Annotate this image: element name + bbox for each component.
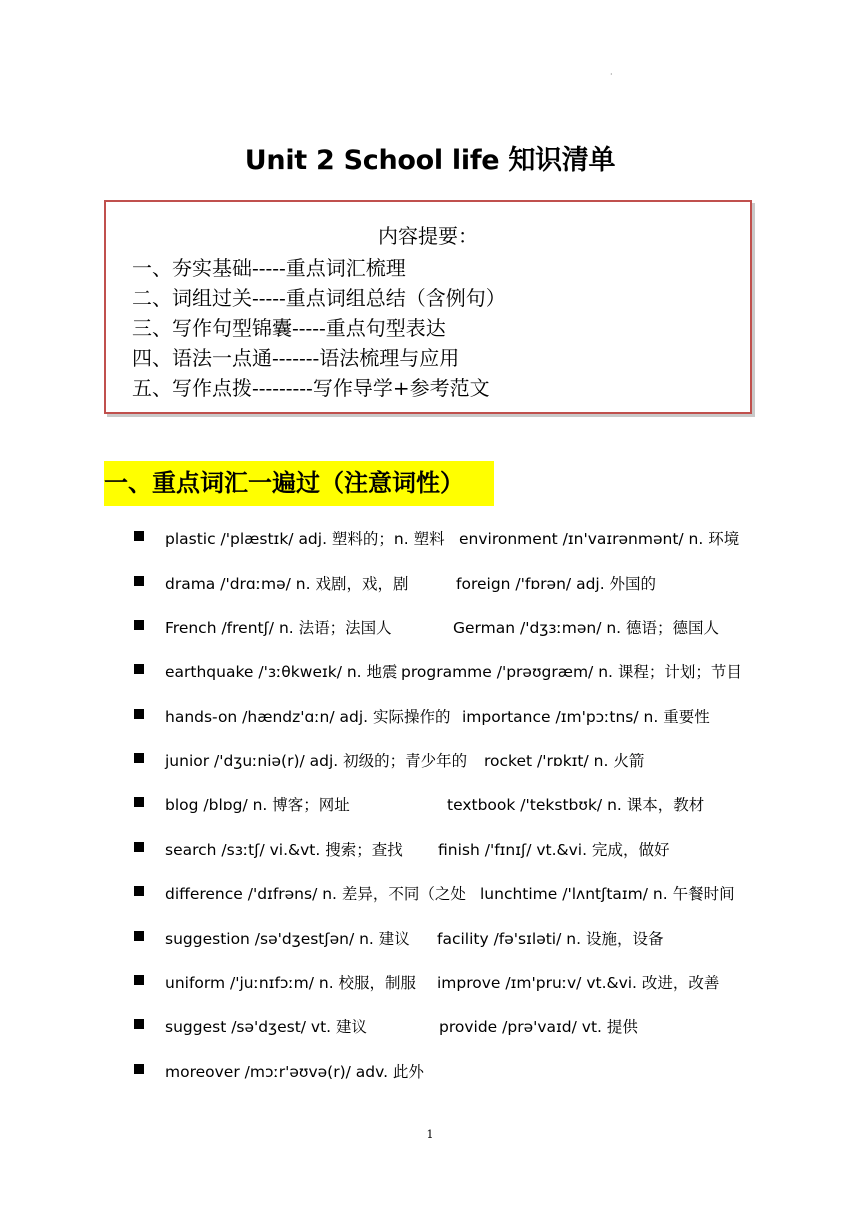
vocab-entry: lunchtime /'lʌntʃtaɪm/ n. 午餐时间 (480, 885, 735, 903)
vocab-entry: plastic /'plæstɪk/ adj. 塑料的；n. 塑料 (165, 530, 445, 548)
summary-line: 五、写作点拨---------写作导学+参考范文 (132, 376, 490, 400)
vocab-entry: foreign /'fɒrən/ adj. 外国的 (456, 575, 657, 593)
vocab-entry: junior /'dʒuːniə(r)/ adj. 初级的；青少年的 (165, 752, 468, 770)
vocab-entry: provide /prə'vaɪd/ vt. 提供 (439, 1018, 638, 1036)
square-bullet-icon (134, 842, 144, 852)
summary-line: 三、写作句型锦囊-----重点句型表达 (132, 316, 446, 340)
summary-line: 一、夯实基础-----重点词汇梳理 (132, 256, 406, 280)
vocab-entry: finish /'fɪnɪʃ/ vt.&vi. 完成，做好 (438, 841, 670, 859)
section-header: 一、重点词汇一遍过（注意词性） (104, 461, 494, 506)
vocab-entry: suggestion /sə'dʒestʃən/ n. 建议 (165, 930, 410, 948)
vocab-entry: difference /'dɪfrəns/ n. 差异，不同（之处 (165, 885, 466, 903)
square-bullet-icon (134, 576, 144, 586)
vocab-entry: search /sɜːtʃ/ vi.&vt. 搜索；查找 (165, 841, 403, 859)
square-bullet-icon (134, 1064, 144, 1074)
vocab-entry: programme /'prəʊgræm/ n. 课程；计划；节目 (401, 663, 742, 681)
vocab-entry: improve /ɪm'pruːv/ vt.&vi. 改进，改善 (437, 974, 720, 992)
square-bullet-icon (134, 531, 144, 541)
vocab-entry: facility /fə'sɪləti/ n. 设施，设备 (437, 930, 664, 948)
vocab-entry: German /'dʒɜːmən/ n. 德语；德国人 (453, 619, 720, 637)
summary-line: 四、语法一点通-------语法梳理与应用 (132, 346, 460, 370)
summary-heading: 内容提要： (378, 224, 478, 248)
vocab-entry: hands-on /hændz'ɑːn/ adj. 实际操作的 (165, 708, 451, 726)
square-bullet-icon (134, 931, 144, 941)
square-bullet-icon (134, 797, 144, 807)
vocab-entry: moreover /mɔːr'əʊvə(r)/ adv. 此外 (165, 1063, 424, 1081)
vocab-entry: environment /ɪn'vaɪrənmənt/ n. 环境 (459, 530, 740, 548)
square-bullet-icon (134, 620, 144, 630)
square-bullet-icon (134, 886, 144, 896)
square-bullet-icon (134, 975, 144, 985)
summary-box (104, 200, 752, 414)
vocab-entry: French /frentʃ/ n. 法语；法国人 (165, 619, 392, 637)
page-number: 1 (426, 1128, 434, 1141)
vocab-entry: earthquake /'ɜːθkweɪk/ n. 地震 (165, 663, 398, 681)
vocab-entry: suggest /sə'dʒest/ vt. 建议 (165, 1018, 368, 1036)
vocab-entry: importance /ɪm'pɔːtns/ n. 重要性 (462, 708, 710, 726)
vocab-entry: blog /blɒg/ n. 博客；网址 (165, 796, 350, 814)
vocab-entry: drama /'drɑːmə/ n. 戏剧，戏，剧 (165, 575, 409, 593)
corner-mark: · (610, 70, 613, 79)
vocab-entry: uniform /'juːnɪfɔːm/ n. 校服，制服 (165, 974, 417, 992)
page-title: Unit 2 School life 知识清单 (244, 145, 616, 176)
vocab-entry: textbook /'tekstbʊk/ n. 课本，教材 (447, 796, 705, 814)
vocab-entry: rocket /'rɒkɪt/ n. 火箭 (484, 752, 645, 770)
square-bullet-icon (134, 709, 144, 719)
summary-line: 二、词组过关-----重点词组总结（含例句） (132, 286, 506, 310)
square-bullet-icon (134, 753, 144, 763)
square-bullet-icon (134, 664, 144, 674)
square-bullet-icon (134, 1019, 144, 1029)
